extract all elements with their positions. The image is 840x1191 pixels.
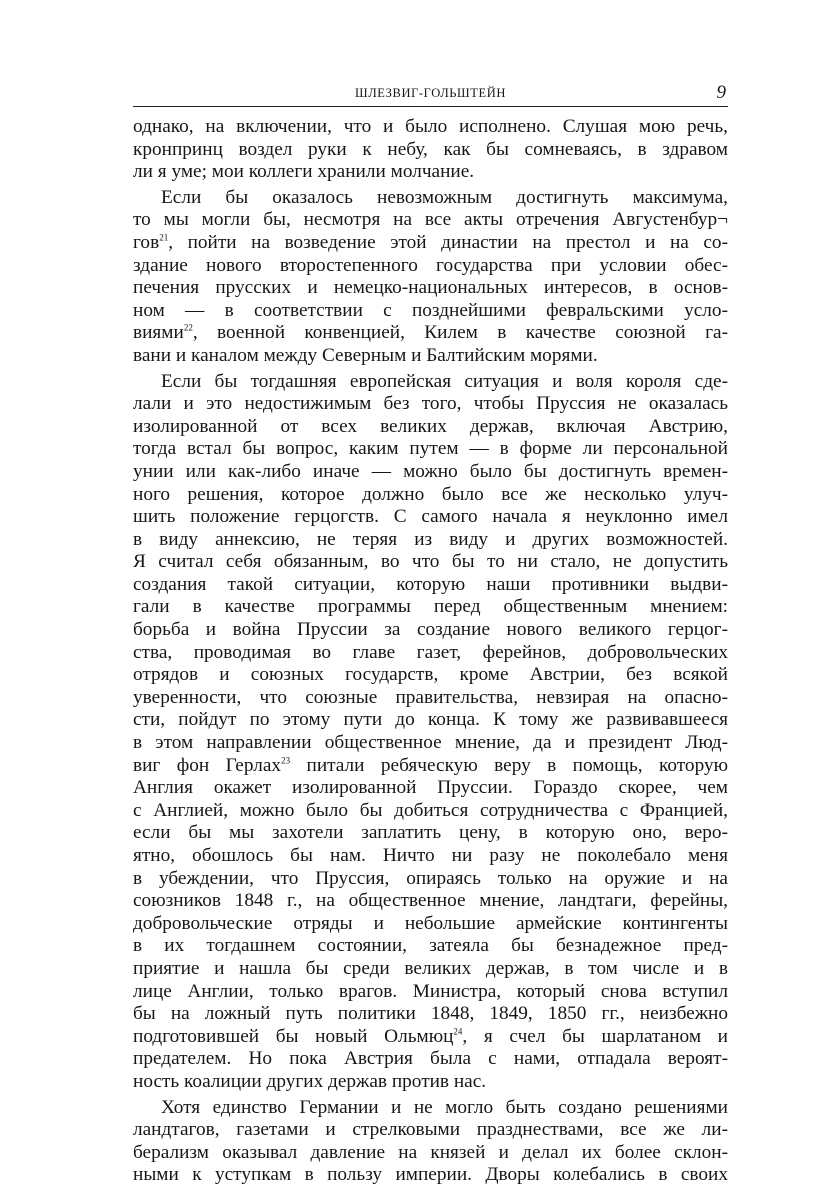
- text-line: [133, 687, 728, 710]
- text-line: [133, 822, 728, 845]
- text-run: ного решения, которое должно было все же несколько улуч-: [133, 483, 728, 505]
- text-line: [133, 438, 728, 461]
- text-line: [133, 116, 728, 139]
- text-run: отрядов и союзных государств, кроме Австрии, без всякой: [133, 664, 728, 686]
- text-run: шить положение герцогств. С самого начала я неуклонно имел: [133, 506, 728, 528]
- footnote-ref: 21: [159, 232, 169, 243]
- text-run: предателем. Но пока Австрия была с нами, отпадала вероят-: [133, 1048, 728, 1070]
- text-run: ном — в соответствии с позднейшими февральскими усло-: [133, 299, 728, 321]
- footnote-ref: 23: [281, 755, 291, 766]
- text-line: [133, 845, 728, 868]
- text-line: [133, 1003, 728, 1026]
- text-line: [133, 139, 728, 162]
- text-run: Англия окажет изолированной Пруссии. Гораздо скорее, чем: [133, 777, 728, 799]
- text-line: [133, 868, 728, 891]
- text-run: лице Англии, только врагов. Министра, который снова вступил: [133, 980, 728, 1002]
- text-line: [133, 1071, 728, 1094]
- text-run: в этом направлении общественное мнение, да и президент Люд-: [133, 732, 728, 754]
- text-line: [133, 255, 728, 278]
- body-text: [133, 116, 728, 1187]
- text-line: [133, 913, 728, 936]
- text-run: в виду аннексию, не теряя из виду и других возможностей.: [133, 528, 728, 550]
- text-line: [133, 596, 728, 619]
- text-run: бы на ложный путь политики 1848, 1849, 1850 гг., неизбежно: [133, 1003, 728, 1025]
- text-run: Хотя единство Германии и не могло быть создано решениями: [161, 1096, 728, 1118]
- text-run: виг фон Герлах: [133, 754, 282, 776]
- text-line: [133, 345, 728, 368]
- text-run: , я счел бы шарлатаном и: [462, 1025, 728, 1047]
- text-line: [133, 800, 728, 823]
- text-run: добровольческие отряды и небольшие армейские контингенты: [133, 912, 728, 934]
- book-page: [133, 84, 728, 1187]
- text-run: ства, проводимая во главе газет, ферейнов, добровольческих: [133, 641, 728, 663]
- text-line: [133, 187, 728, 210]
- text-line: [133, 664, 728, 687]
- text-run: гали в качестве программы перед общественным мнением:: [133, 596, 728, 618]
- text-run: Если бы оказалось невозможным достигнуть максимума,: [161, 186, 728, 208]
- text-run: если бы мы захотели заплатить цену, в которую оно, веро-: [133, 822, 728, 844]
- footnote-ref: 24: [453, 1026, 463, 1037]
- text-line: [133, 890, 728, 913]
- text-run: лали и это недостижимым без того, чтобы Пруссия не оказалась: [133, 393, 728, 415]
- text-line: [133, 1142, 728, 1165]
- text-line: [133, 506, 728, 529]
- text-run: в их тогдашнем состоянии, затеяла бы безнадежное пред-: [133, 935, 728, 957]
- text-line: [133, 232, 728, 255]
- text-line: [133, 393, 728, 416]
- text-run: Если бы тогдашняя европейская ситуация и воля короля сде-: [161, 370, 728, 392]
- text-line: [133, 484, 728, 507]
- text-line: [133, 461, 728, 484]
- text-run: то мы могли бы, несмотря на все акты отречения Августенбур¬: [133, 209, 728, 231]
- text-line: [133, 416, 728, 439]
- text-run: берализм оказывал давление на князей и делал их более склон-: [133, 1141, 728, 1163]
- footnote-ref: 22: [183, 322, 193, 333]
- text-line: [133, 1097, 728, 1120]
- text-line: [133, 777, 728, 800]
- text-line: [133, 958, 728, 981]
- text-line: [133, 277, 728, 300]
- text-run: ландтагов, газетами и стрелковыми празднествами, все же ли-: [133, 1119, 728, 1141]
- text-run: с Англией, можно было бы добиться сотрудничества с Францией,: [133, 799, 728, 821]
- text-run: здание нового второстепенного государства при условии обес-: [133, 254, 728, 276]
- text-run: союзников 1848 г., на общественное мнение, ландтаги, ферейны,: [133, 890, 728, 912]
- paragraph: [133, 1097, 728, 1187]
- text-run: ными к уступкам в пользу империи. Дворы колебались в своих: [133, 1164, 728, 1186]
- text-line: [133, 322, 728, 345]
- text-run: гов: [133, 231, 160, 253]
- text-line: [133, 529, 728, 552]
- text-line: [133, 642, 728, 665]
- paragraph: [133, 371, 728, 1094]
- text-run: , военной конвенцией, Килем в качестве союзной га-: [192, 322, 728, 344]
- text-run: ли я уме; мои коллеги хранили молчание.: [133, 161, 475, 183]
- text-run: подготовившей бы новый Ольмюц: [133, 1025, 454, 1047]
- text-line: [133, 709, 728, 732]
- text-run: виями: [133, 322, 184, 344]
- running-title: ШЛЕЗВИГ-ГОЛЬШТЕЙН: [354, 86, 506, 100]
- text-line: [133, 732, 728, 755]
- text-run: печения прусских и немецко-национальных интересов, в основ-: [133, 277, 728, 299]
- text-run: вани и каналом между Северным и Балтийским морями.: [133, 344, 598, 366]
- text-run: Я считал себя обязанным, во что бы то ни стало, не допустить: [133, 551, 728, 573]
- text-run: унии или как-либо иначе — можно было бы достигнуть времен-: [133, 460, 728, 482]
- text-line: [133, 1164, 728, 1187]
- text-line: [133, 161, 728, 184]
- text-line: [133, 209, 728, 232]
- text-run: ность коалиции других держав против нас.: [133, 1070, 487, 1092]
- running-head: [133, 84, 728, 107]
- text-run: , пойти на возведение этой династии на престол и на со-: [168, 231, 728, 253]
- paragraph: [133, 116, 728, 184]
- text-line: [133, 300, 728, 323]
- text-run: изолированной от всех великих держав, включая Австрию,: [133, 415, 728, 437]
- text-run: приятие и нашла бы среди великих держав, в том числе и в: [133, 957, 728, 979]
- text-run: питали ребяческую веру в помощь, которую: [290, 754, 728, 776]
- text-run: борьба и война Пруссии за создание нового великого герцог-: [133, 619, 728, 641]
- text-run: уверенности, что союзные правительства, невзирая на опасно-: [133, 686, 728, 708]
- text-line: [133, 1119, 728, 1142]
- text-line: [133, 551, 728, 574]
- text-line: [133, 574, 728, 597]
- text-line: [133, 755, 728, 778]
- text-line: [133, 619, 728, 642]
- text-line: [133, 935, 728, 958]
- text-run: создания такой ситуации, которую наши противники выдви-: [133, 573, 728, 595]
- paragraph: [133, 187, 728, 368]
- text-run: сти, пойдут по этому пути до конца. К тому же развивавшееся: [133, 709, 728, 731]
- text-run: кронпринц воздел руки к небу, как бы сомневаясь, в здравом: [133, 138, 728, 160]
- text-run: ятно, обошлось бы нам. Ничто ни разу не поколебало меня: [133, 845, 728, 866]
- text-run: тогда встал бы вопрос, каким путем — в форме ли персональной: [133, 438, 728, 460]
- text-run: в убеждении, что Пруссия, опираясь только на оружие и на: [133, 867, 728, 889]
- page-number: 9: [716, 82, 726, 103]
- text-line: [133, 1048, 728, 1071]
- text-line: [133, 371, 728, 394]
- text-line: [133, 981, 728, 1004]
- text-line: [133, 1026, 728, 1049]
- text-run: однако, на включении, что и было исполнено. Слушая мою речь,: [133, 116, 728, 137]
